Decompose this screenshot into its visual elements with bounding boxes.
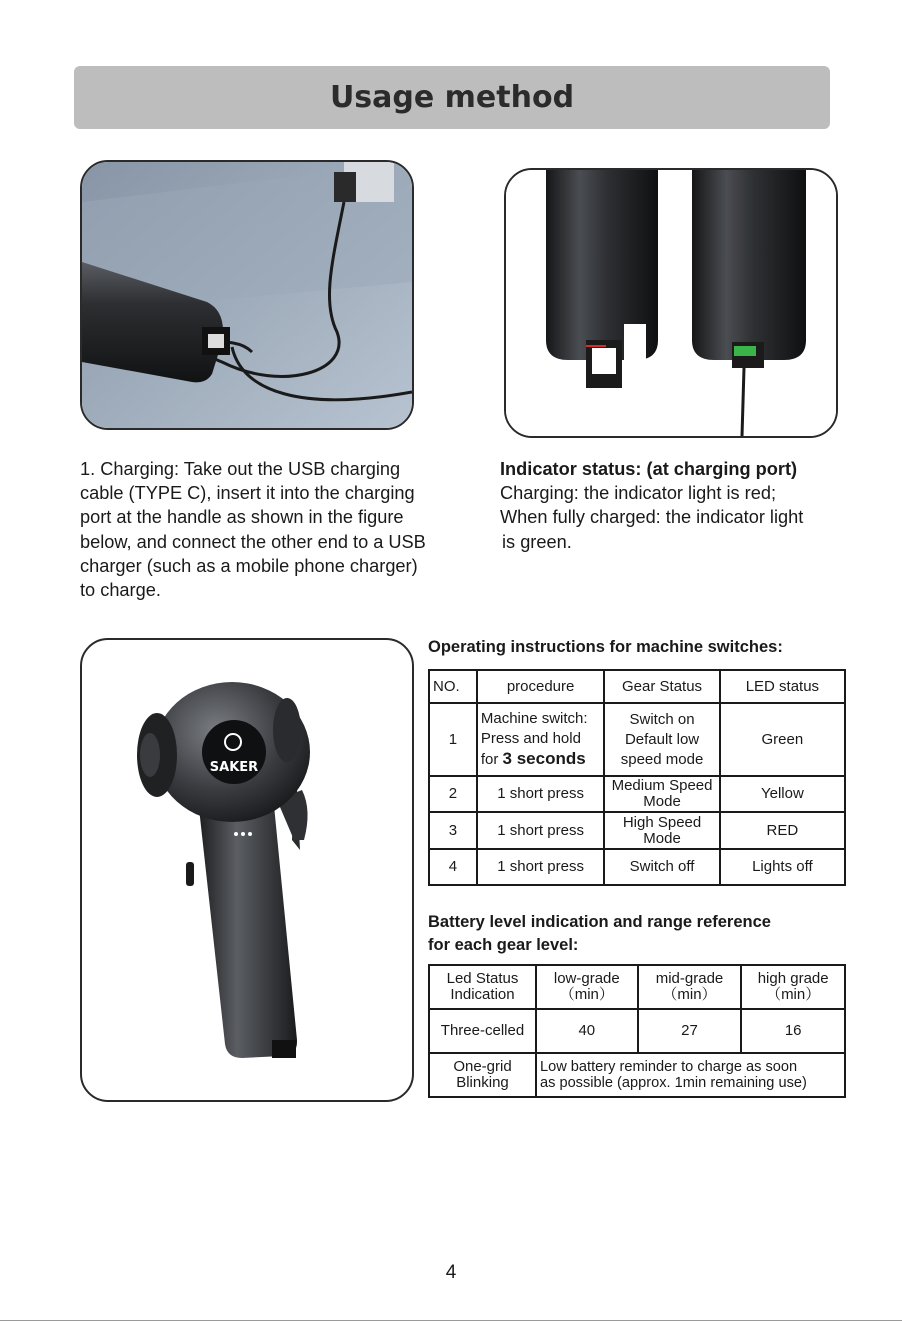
indicator-line: is green.	[502, 531, 572, 552]
charging-instructions	[80, 457, 490, 602]
battery-level-table	[428, 964, 846, 1098]
table-header-row	[429, 965, 845, 1009]
row-mid-value: 27	[638, 1009, 742, 1053]
header-no: NO.	[429, 670, 477, 703]
switch-instructions-table	[428, 669, 846, 886]
charging-line: charger (such as a mobile phone charger)	[80, 555, 418, 576]
charging-line: to charge.	[80, 580, 161, 601]
procedure-line: Machine switch:	[480, 710, 588, 727]
procedure-line: Press and hold	[480, 730, 581, 747]
row-no: 1	[429, 703, 477, 776]
page-title: Usage method	[329, 80, 575, 115]
row-gear-status	[604, 703, 719, 776]
procedure-duration: 3 seconds	[502, 749, 586, 768]
charging-line: port at the handle as shown in the figure	[80, 507, 404, 528]
table-row	[429, 1053, 845, 1097]
indicator-photo	[504, 168, 838, 438]
row-gear-status	[604, 776, 719, 812]
gear-line: Medium Speed	[611, 777, 713, 794]
row-high-value: 16	[741, 1009, 845, 1053]
gear-line: Default low	[624, 730, 700, 748]
battery-table-title	[428, 911, 771, 957]
gear-line: speed mode	[620, 750, 704, 768]
procedure-prefix: for	[480, 751, 503, 768]
table-row	[429, 849, 845, 885]
procedure-line	[481, 749, 600, 770]
row-procedure: 1 short press	[477, 776, 604, 812]
row-procedure: 1 short press	[477, 812, 604, 849]
product-photo	[80, 638, 414, 1102]
gear-line: Mode	[643, 829, 681, 847]
low-battery-note: Low battery reminder to charge as soon as possible (approx. 1min remaining use)	[536, 1053, 845, 1097]
row-no: 4	[429, 849, 477, 885]
brand-logo-text: SAKER	[209, 760, 259, 775]
indicator-title: Indicator status: (at charging port)	[500, 459, 798, 479]
charging-line: below, and connect the other end to a USB	[80, 531, 426, 552]
table-row	[429, 776, 845, 812]
switch-table-title: Operating instructions for machine switches:	[428, 638, 783, 656]
header-led-indication: Led Status Indication	[429, 965, 536, 1009]
row-procedure: 1 short press	[477, 849, 604, 885]
charging-photo	[80, 160, 414, 430]
row-procedure	[477, 703, 604, 776]
table-header-row	[429, 670, 845, 703]
row-label: One-grid Blinking	[429, 1053, 536, 1097]
gear-line: Switch on	[629, 710, 695, 728]
header-led-status: LED status	[720, 670, 845, 703]
indicator-line: Charging: the indicator light is red;	[500, 483, 776, 504]
row-no: 2	[429, 776, 477, 812]
header-high-grade: high grade （min）	[741, 965, 845, 1009]
row-led-status: Lights off	[720, 849, 845, 885]
table-row	[429, 812, 845, 849]
row-led-status: Green	[720, 703, 845, 776]
row-led-status: Yellow	[720, 776, 845, 812]
row-label: Three-celled	[429, 1009, 536, 1053]
header-mid-grade: mid-grade （min）	[638, 965, 742, 1009]
indicator-line: When fully charged: the indicator light	[500, 507, 804, 528]
page-number: 4	[445, 1262, 457, 1283]
header-gear-status: Gear Status	[604, 670, 719, 703]
row-gear-status: Switch off	[604, 849, 719, 885]
table-row	[429, 703, 845, 776]
gear-line: Mode	[643, 793, 681, 810]
row-low-value: 40	[536, 1009, 638, 1053]
row-gear-status	[604, 812, 719, 849]
charging-line: 1. Charging: Take out the USB charging	[80, 459, 401, 479]
battery-title-line: for each gear level:	[428, 936, 579, 954]
page-divider	[0, 1320, 902, 1321]
header-low-grade: low-grade （min）	[536, 965, 638, 1009]
gear-line: High Speed	[622, 813, 702, 831]
indicator-status-text	[500, 457, 860, 554]
table-row	[429, 1009, 845, 1053]
row-led-status: RED	[720, 812, 845, 849]
row-no: 3	[429, 812, 477, 849]
battery-title-line: Battery level indication and range reference	[428, 913, 771, 931]
charging-line: cable (TYPE C), insert it into the charging	[80, 483, 415, 504]
header-procedure: procedure	[477, 670, 604, 703]
page-title-banner	[74, 66, 830, 129]
